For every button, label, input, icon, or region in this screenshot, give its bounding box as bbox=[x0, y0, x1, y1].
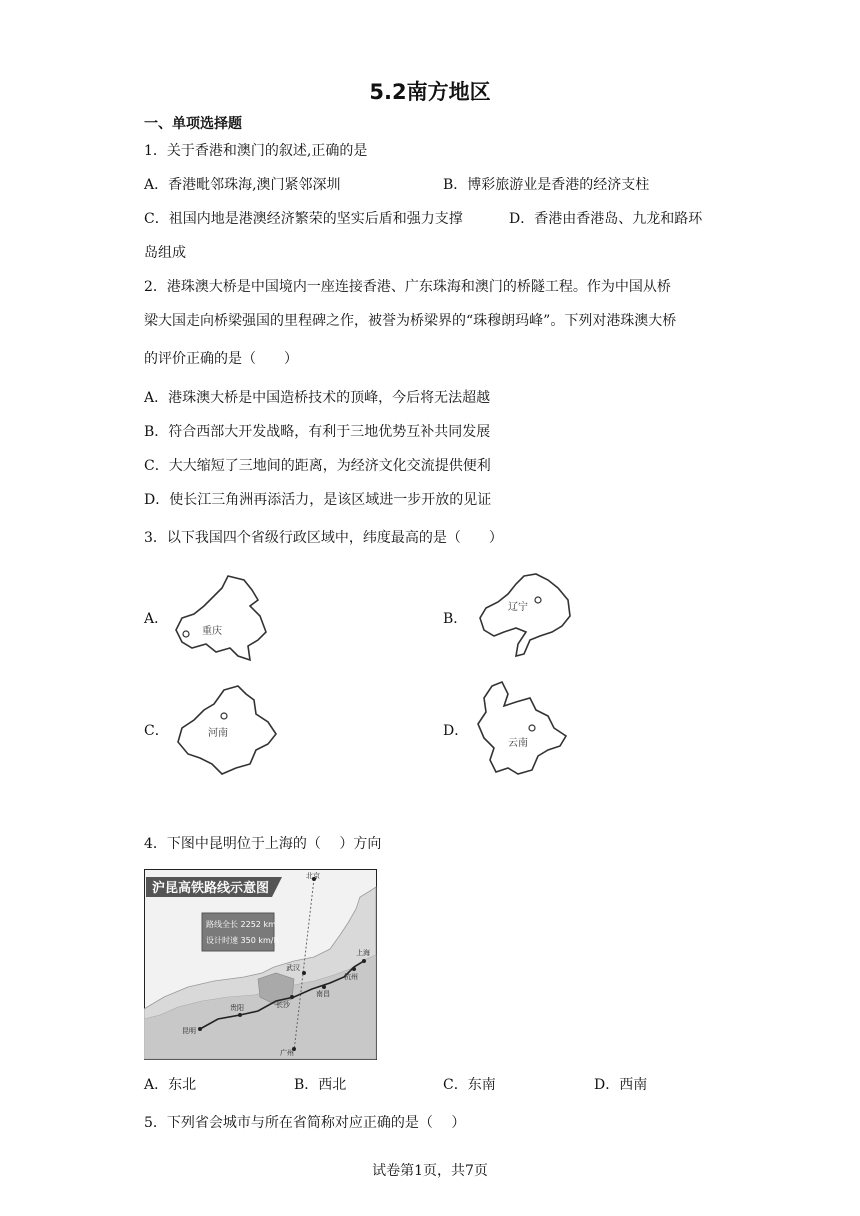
map-label-yunnan: 云南 bbox=[508, 738, 528, 749]
question-3-option-a: A． bbox=[144, 611, 169, 627]
city-hangzhou: 杭州 bbox=[344, 973, 358, 981]
question-2-option-a: A．港珠澳大桥是中国造桥技术的顶峰，今后将无法超越 bbox=[144, 390, 491, 406]
map-label-liaoning: 辽宁 bbox=[508, 602, 528, 613]
question-2-stem-line-3: 的评价正确的是（ ） bbox=[144, 351, 298, 367]
question-4-option-c: C．东南 bbox=[443, 1077, 496, 1093]
question-1-option-d: D．香港由香港岛、九龙和路环 bbox=[509, 211, 703, 227]
question-5-stem: 5．下列省会城市与所在省简称对应正确的是（ ） bbox=[144, 1115, 466, 1131]
city-beijing: 北京 bbox=[306, 872, 320, 880]
question-1-option-b: B．博彩旅游业是香港的经济支柱 bbox=[443, 177, 650, 193]
question-2-option-b: B．符合西部大开发战略，有利于三地优势互补共同发展 bbox=[144, 424, 491, 440]
page-footer: 试卷第1页，共7页 bbox=[372, 1163, 488, 1179]
question-1-option-d-cont: 岛组成 bbox=[144, 245, 186, 261]
city-changsha: 长沙 bbox=[276, 1001, 290, 1009]
railway-info-speed: 设计时速 350 km/h bbox=[206, 936, 279, 945]
question-1-option-a: A．香港毗邻珠海,澳门紧邻深圳 bbox=[144, 177, 341, 193]
question-4-option-a: A．东北 bbox=[144, 1077, 197, 1093]
question-4-stem: 4．下图中昆明位于上海的（ ）方向 bbox=[144, 836, 382, 852]
map-label-henan: 河南 bbox=[208, 728, 228, 739]
chongqing-map bbox=[168, 572, 272, 664]
city-shanghai: 上海 bbox=[356, 949, 370, 957]
city-wuhan: 武汉 bbox=[286, 964, 300, 972]
city-nanchang: 南昌 bbox=[316, 990, 330, 998]
liaoning-map bbox=[474, 570, 578, 662]
railway-map bbox=[144, 869, 377, 1060]
question-2-stem-line-2: 梁大国走向桥梁强国的里程碑之作，被誉为桥梁界的“珠穆朗玛峰”。下列对港珠澳大桥 bbox=[144, 313, 677, 329]
railway-info-length: 路线全长 2252 km bbox=[206, 920, 276, 929]
yunnan-map bbox=[474, 680, 578, 780]
question-3-option-c: C． bbox=[144, 723, 169, 739]
city-guiyang: 贵阳 bbox=[230, 1004, 244, 1012]
question-2-option-c: C．大大缩短了三地间的距离，为经济文化交流提供便利 bbox=[144, 458, 491, 474]
railway-map-title: 沪昆高铁路线示意图 bbox=[152, 881, 270, 896]
question-1-option-c: C．祖国内地是港澳经济繁荣的坚实后盾和强力支撑 bbox=[144, 211, 463, 227]
question-4-option-b: B．西北 bbox=[294, 1077, 347, 1093]
question-1-stem: 1．关于香港和澳门的叙述,正确的是 bbox=[144, 143, 368, 159]
question-4-option-d: D．西南 bbox=[594, 1077, 648, 1093]
henan-map bbox=[172, 684, 282, 780]
question-3-option-b: B． bbox=[443, 611, 468, 627]
city-kunming: 昆明 bbox=[182, 1027, 196, 1035]
section-heading: 一、单项选择题 bbox=[144, 116, 242, 132]
city-guangzhou: 广州 bbox=[280, 1049, 294, 1057]
page-title: 5.2南方地区 bbox=[369, 80, 491, 104]
map-label-chongqing: 重庆 bbox=[202, 626, 222, 637]
question-3-stem: 3．以下我国四个省级行政区域中，纬度最高的是（ ） bbox=[144, 530, 503, 546]
question-2-option-d: D．使长江三角洲再添活力，是该区域进一步开放的见证 bbox=[144, 492, 492, 508]
question-3-option-d: D． bbox=[443, 723, 469, 739]
question-2-stem-line-1: 2．港珠澳大桥是中国境内一座连接香港、广东珠海和澳门的桥隧工程。作为中国从桥 bbox=[144, 279, 671, 295]
